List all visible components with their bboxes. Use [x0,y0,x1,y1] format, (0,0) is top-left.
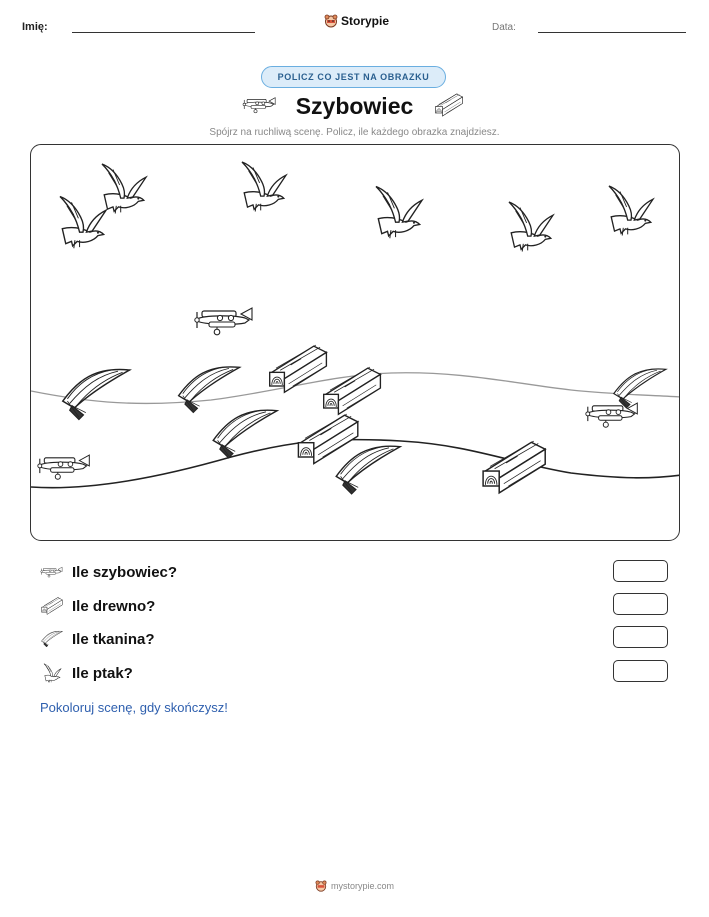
storypie-logo-icon [324,14,338,28]
answer-box-glider[interactable] [613,626,668,648]
bird-icon [509,202,553,252]
coloring-note: Pokoloruj scenę, gdy skończysz! [40,700,228,715]
bird-icon [609,186,653,236]
answer-box-wood[interactable] [613,593,668,615]
footer [0,880,709,892]
activity-badge: POLICZ CO JEST NA OBRAZKU [261,66,446,88]
glider-icon [63,370,130,420]
plane-icon [586,403,637,427]
question-plane [40,560,177,584]
answer-box-bird[interactable] [613,660,668,682]
question-bird [40,661,133,685]
instructions: Spójrz na ruchliwą scenę. Policz, ile każdego obrazka znajdziesz. [209,127,500,138]
glider-icon [40,629,64,649]
wood-icon [298,414,357,464]
glider-icon [179,367,240,413]
answer-box-plane[interactable] [613,560,668,582]
brand-name: Storypie [341,14,390,28]
question-label: Ile drewno? [72,597,156,615]
bird-icon [242,162,286,212]
name-label: Imię: [22,21,48,33]
page-title: Szybowiec [295,93,414,119]
name-line[interactable] [72,32,255,33]
date-label: Data: [492,22,516,33]
plane-icon [40,564,64,580]
bird-icon [40,662,64,684]
glider-icon [336,446,400,494]
glider-icon [213,410,277,458]
wood-icon [483,441,545,493]
storypie-logo [324,14,389,28]
storypie-footer-icon [315,880,327,892]
wood-icon [40,596,64,616]
question-label: Ile ptak? [72,664,133,682]
date-line[interactable] [538,32,686,33]
question-glider [40,627,155,651]
bird-icon [376,187,422,239]
footer-url: mystorypie.com [330,881,394,891]
bird-icon [60,197,106,249]
bird-icon [102,164,146,214]
question-label: Ile tkanina? [72,630,155,648]
plane-icon [195,308,252,335]
scene-drawing [31,145,680,541]
question-label: Ile szybowiec? [72,563,178,581]
plane-icon [38,455,89,479]
question-wood [40,594,155,618]
title-wood-icon [432,92,466,118]
picture-scene [30,144,680,541]
wood-icon [324,367,381,414]
glider-icon [614,369,666,408]
